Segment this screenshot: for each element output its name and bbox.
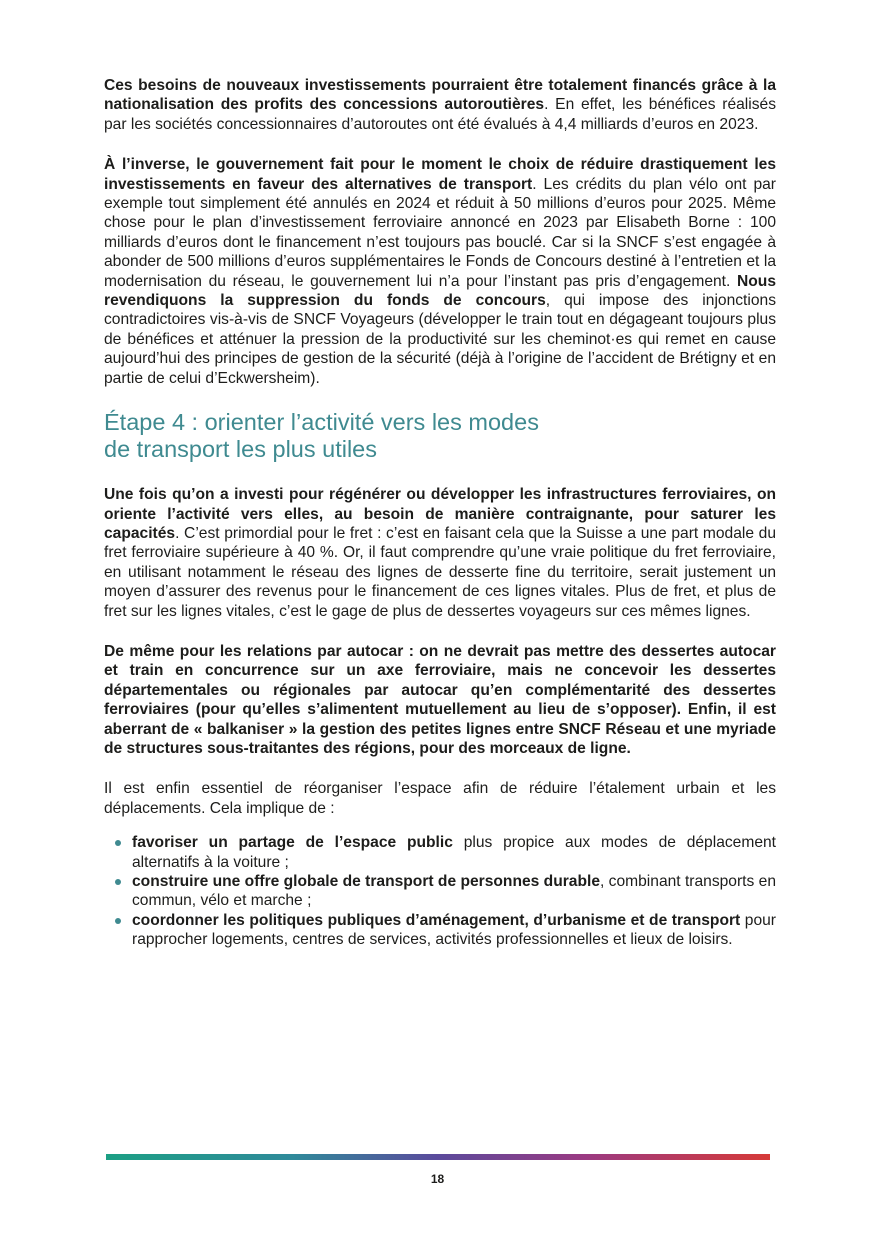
paragraph-bold-text: De même pour les relations par autocar : on ne devrait pas mettre des dessertes autocar et train en concurrence sur un axe ferroviaire, mais ne concevoir les dessertes départementales ou régionales par autocar qu’en complémentarité des dessertes ferroviaires (pour qu’elles s’alimentent mutuellement au lieu de s’opposer). Enfin, il est aberrant de « balkaniser » la gestion des petites lignes entre SNCF Réseau et une myriade de structures sous-traitantes des régions, pour des morceaux de ligne. — [104, 642, 776, 757]
bullet-list — [104, 833, 776, 949]
bullet-dot-icon — [115, 879, 121, 885]
footer-gradient-bar — [106, 1154, 770, 1160]
paragraph-bold-text: Nous revendiquons la suppression du fonds de concours — [104, 272, 776, 310]
paragraph-text: Il est enfin essentiel de réorganiser l’espace afin de réduire l’étalement urbain et les déplacements. Cela implique de : — [104, 780, 776, 817]
paragraph-autoroutes — [104, 76, 776, 134]
page-number: 18 — [430, 1172, 445, 1186]
paragraph-bold-text: Ces besoins de nouveaux investissements pourraient être totalement financés grâce à la nationalisation des profits des concessions autoroutières — [104, 77, 776, 114]
list-item-bold-text: favoriser un partage de l’espace public — [132, 834, 453, 852]
list-item-text: pour rapprocher logements, centres de services, activités professionnelles et lieux de loisirs. — [132, 911, 776, 949]
section-heading-line-2: de transport les plus utiles — [104, 436, 378, 463]
paragraph-autocar — [104, 642, 776, 758]
paragraph-bold-text: À l’inverse, le gouvernement fait pour le moment le choix de réduire drastiquement les investissements en faveur des alternatives de transport — [104, 156, 776, 193]
bullet-dot-icon — [115, 918, 121, 924]
list-item — [132, 911, 776, 950]
paragraph-text: , qui impose des injonctions contradictoires vis-à-vis de SNCF Voyageurs (développer le train tout en dégageant toujours plus de bénéfices et atténuer la pression de la productivité sur les cheminot·es qui remet en cause aujourd’hui des principes de gestion de la sécurité (déjà à l’origine de l’accident de Brétigny et en partie de celui d’Eckwersheim). — [104, 292, 776, 387]
section-heading-line-1: Étape 4 : orienter l’activité vers les modes — [104, 409, 539, 436]
list-item-text: , combinant transports en commun, vélo et marche ; — [132, 873, 776, 910]
paragraph-gouvernement — [104, 155, 776, 388]
list-item — [132, 833, 776, 872]
bullet-dot-icon — [115, 840, 121, 846]
paragraph-fret — [104, 485, 776, 621]
paragraph-text: . C’est primordial pour le fret : c’est en faisant cela que la Suisse a une part modale du fret ferroviaire supérieure à 40 %. Or, il faut comprendre qu’une vraie politique du fret ferroviaire, en utilisant notamment le réseau des lignes de desserte fine du territoire, serait justement un moyen d’assurer des revenus pour le financement de ces lignes vitales. Plus de fret, et plus de fret sur les lignes vitales, c’est le gage de plus de dessertes voyageurs sur ces mêmes lignes. — [104, 524, 776, 620]
list-item-text: plus propice aux modes de déplacement alternatifs à la voiture ; — [132, 834, 777, 871]
list-item — [132, 872, 776, 911]
paragraph-text: . En effet, les bénéfices réalisés par les sociétés concessionnaires d’autoroutes ont été évalués à 4,4 milliards d’euros en 2023. — [104, 96, 776, 133]
page-content — [104, 76, 776, 950]
paragraph-bold-text: Une fois qu’on a investi pour régénérer ou développer les infrastructures ferroviaires, on oriente l’activité vers elles, au besoin de manière contraignante, pour saturer les capacités — [104, 486, 776, 542]
list-item-bold-text: construire une offre globale de transport de personnes durable — [132, 873, 600, 890]
section-heading — [104, 409, 776, 463]
paragraph-espace — [104, 779, 776, 818]
list-item-bold-text: coordonner les politiques publiques d’aménagement, d’urbanisme et de transport — [132, 911, 741, 929]
paragraph-text: . Les crédits du plan vélo ont par exemple tout simplement été annulés en 2024 et réduit à 50 millions d’euros pour 2025. Même chose pour le plan d’investissement ferroviaire annoncé en 2023 par Elisabeth Borne : 100 milliards d’euros dont le financement n’est toujours pas bouclé. Car si la SNCF s’est engagée à abonder de 500 millions d’euros supplémentaires le Fonds de Concours destiné à l’entretien et la modernisation du réseau, le gouvernement lui n’a pour l’instant pas pris d’engagement. — [104, 175, 776, 290]
